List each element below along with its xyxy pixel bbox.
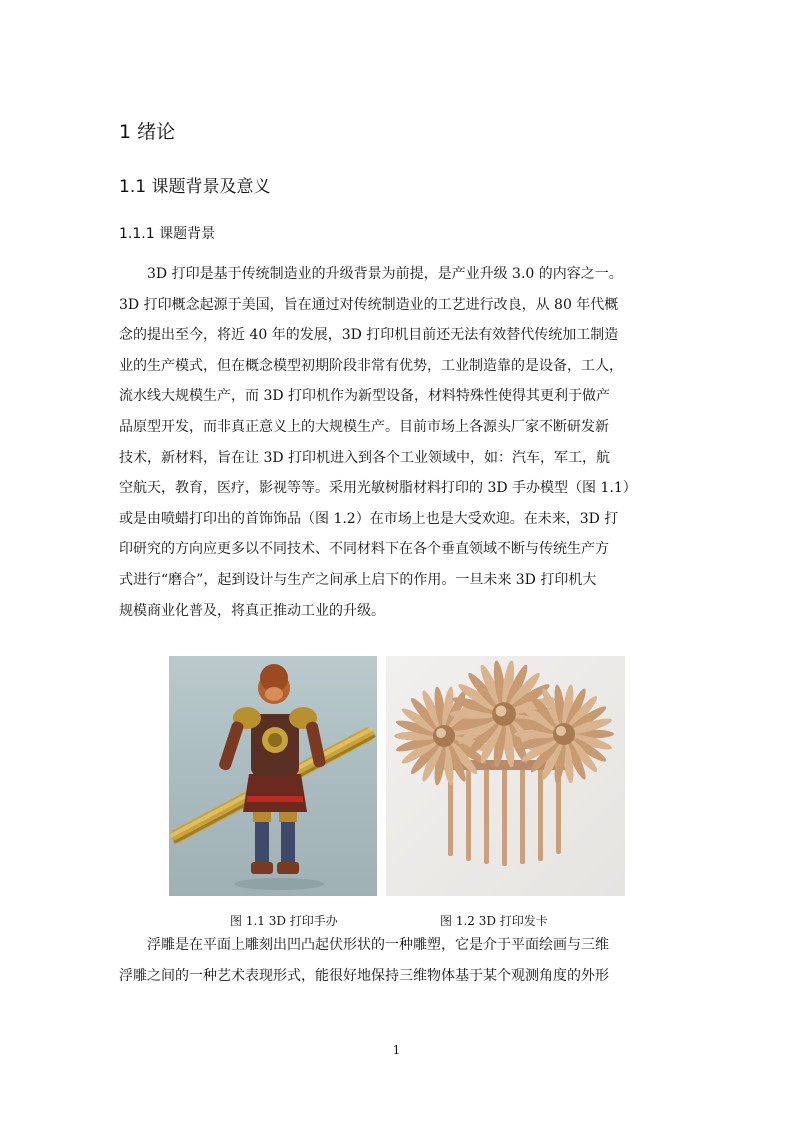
text-line: 品原型开发，而非真正意义上的大规模生产。目前市场上各源头厂家不断研发新 — [119, 418, 609, 435]
figure-3d-printed-figurine — [169, 656, 377, 896]
paragraph-relief — [119, 930, 675, 991]
figure-3d-printed-hairpin — [386, 656, 625, 896]
text-line: 印研究的方向应更多以不同技术、不同材料下在各个垂直领域不断与传统生产方 — [119, 541, 609, 558]
chapter-heading: 1 绪论 — [119, 121, 176, 143]
text-line: 规模商业化普及，将真正推动工业的升级。 — [119, 602, 385, 619]
text-line: 业的生产模式，但在概念模型初期阶段非常有优势，工业制造靠的是设备，工人， — [119, 357, 623, 374]
text-line: 式进行“磨合”，起到设计与生产之间承上启下的作用。一旦未来 3D 打印机大 — [119, 571, 597, 588]
text-line: 流水线大规模生产，而 3D 打印机作为新型设备，材料特殊性使得其更利于做产 — [119, 388, 611, 405]
hairpin-image — [386, 656, 625, 896]
paragraph-background — [119, 259, 675, 626]
text-line: 浮雕是在平面上雕刻出凹凸起伏形状的一种雕塑，它是介于平面绘画与三维 — [147, 937, 609, 953]
figure-1-caption: 图 1.1 3D 打印手办 — [230, 914, 338, 928]
text-line: 空航天，教育，医疗，影视等等。采用光敏树脂材料打印的 3D 手办模型（图 1.1） — [119, 480, 637, 497]
page-number: 1 — [392, 1043, 401, 1057]
figure-2-caption: 图 1.2 3D 打印发卡 — [440, 914, 548, 928]
text-line: 浮雕之间的一种艺术表现形式，能很好地保持三维物体基于某个观测角度的外形 — [119, 967, 609, 984]
text-line: 技术，新材料，旨在让 3D 打印机进入到各个工业领域中，如：汽车，军工，航 — [119, 449, 611, 466]
text-line: 3D 打印是基于传统制造业的升级背景为前提，是产业升级 3.0 的内容之一。 — [147, 266, 623, 282]
subsection-heading: 1.1.1 课题背景 — [119, 226, 216, 242]
section-heading: 1.1 课题背景及意义 — [119, 177, 271, 197]
figurine-image — [169, 656, 377, 896]
text-line: 念的提出至今，将近 40 年的发展，3D 打印机目前还无法有效替代传统加工制造 — [119, 327, 619, 344]
text-line: 或是由喷蜡打印出的首饰饰品（图 1.2）在市场上也是大受欢迎。在未来，3D 打 — [119, 510, 619, 527]
text-line: 3D 打印概念起源于美国，旨在通过对传统制造业的工艺进行改良，从 80 年代概 — [119, 296, 619, 313]
